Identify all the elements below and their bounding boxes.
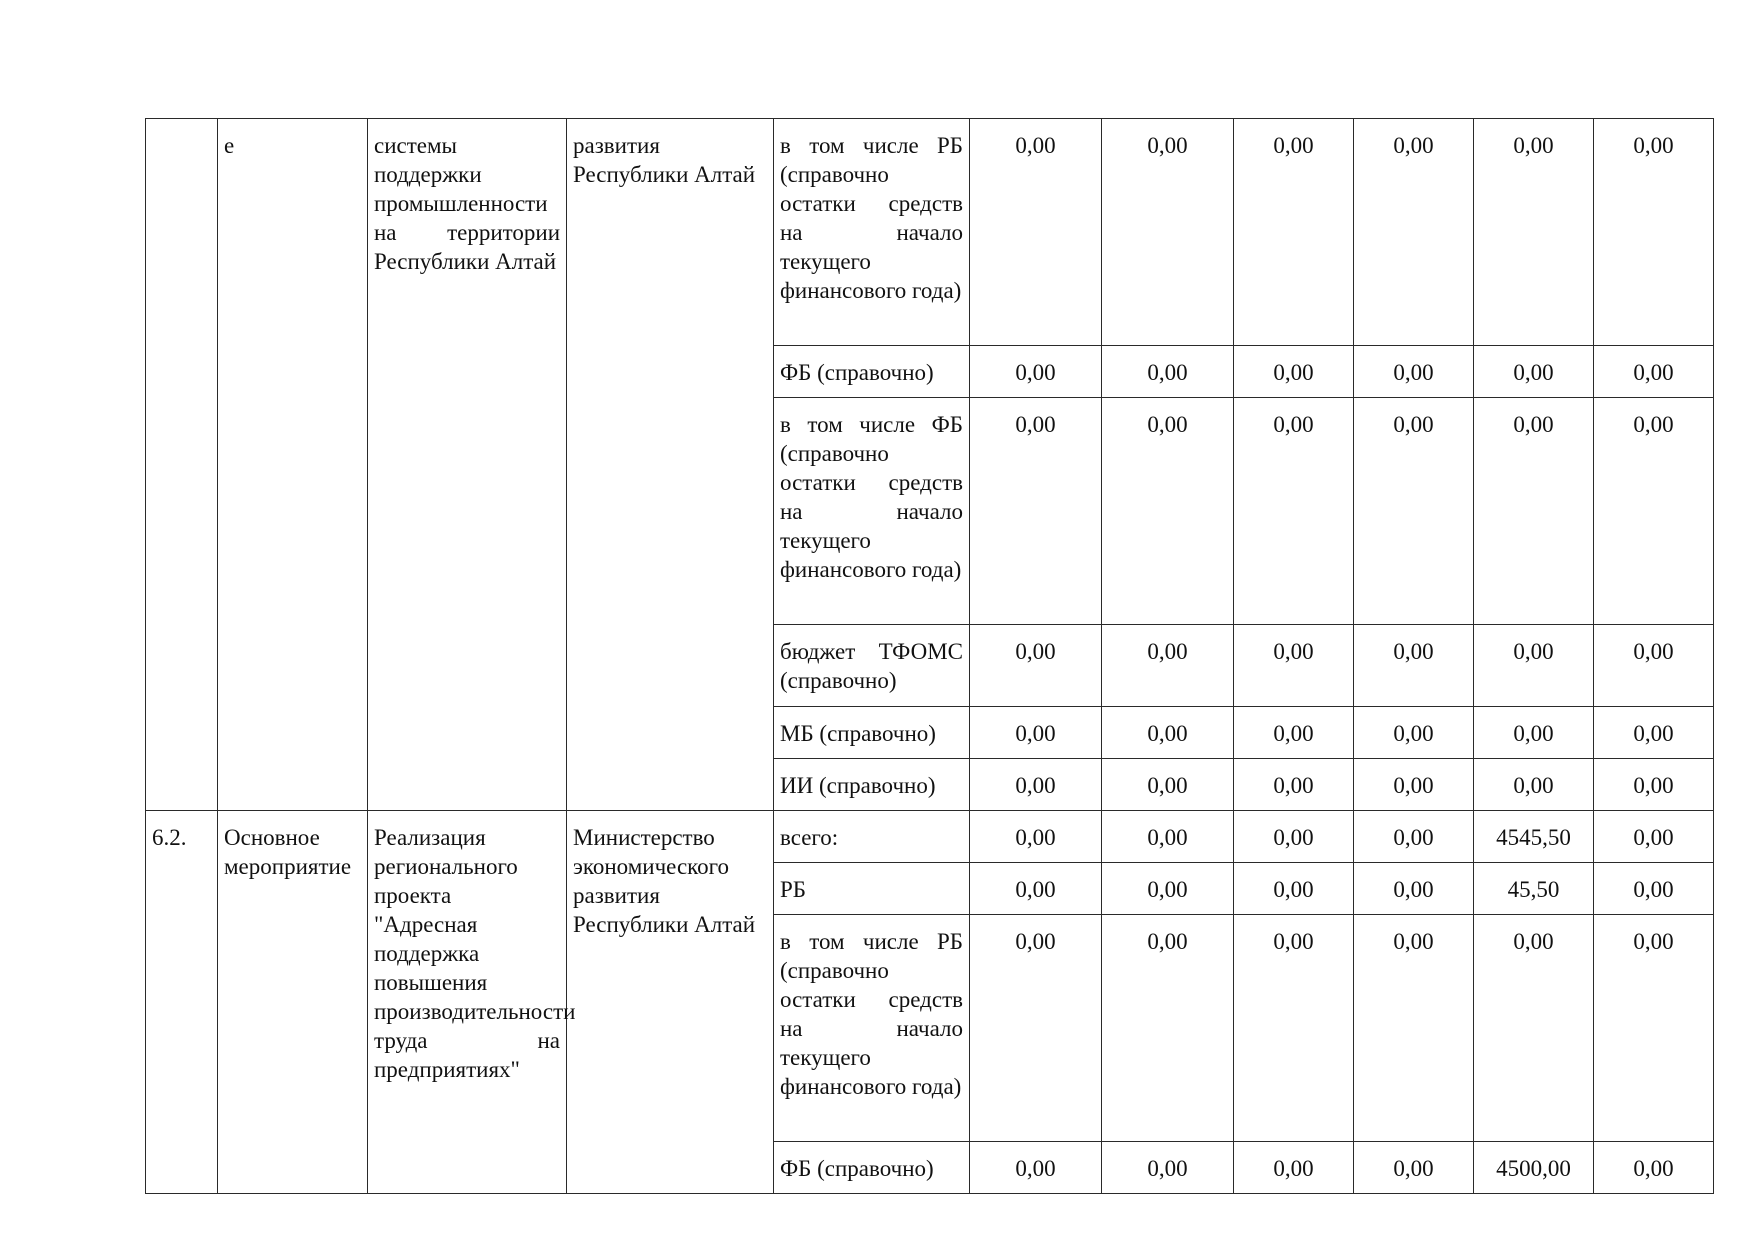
amount-cell: 0,00 <box>1102 759 1234 811</box>
funding-source-cell: бюджет ТФОМС (справочно) <box>774 625 970 707</box>
funding-source-cell: ФБ (справочно) <box>774 346 970 398</box>
amount-cell: 0,00 <box>970 915 1102 1142</box>
amount-cell: 0,00 <box>970 863 1102 915</box>
row-number-cell: 6.2. <box>146 811 218 1194</box>
funding-source-cell: ФБ (справочно) <box>774 1142 970 1194</box>
amount-cell: 45,50 <box>1474 863 1594 915</box>
amount-cell: 0,00 <box>1354 1142 1474 1194</box>
amount-cell: 0,00 <box>970 625 1102 707</box>
amount-cell: 0,00 <box>1354 915 1474 1142</box>
funding-source-cell: в том числе РБ (справочно остатки средств на начало текущего финансового года) <box>774 119 970 346</box>
executor-cell: развития Республики Алтай <box>567 119 774 811</box>
amount-cell: 0,00 <box>1594 811 1714 863</box>
funding-source-cell: в том числе ФБ (справочно остатки средств на начало текущего финансового года) <box>774 398 970 625</box>
amount-cell: 0,00 <box>1354 625 1474 707</box>
table-row <box>146 811 1714 863</box>
amount-cell: 0,00 <box>1102 346 1234 398</box>
amount-cell: 0,00 <box>1594 346 1714 398</box>
event-type-cell: Основное мероприятие <box>218 811 368 1194</box>
amount-cell: 0,00 <box>1102 625 1234 707</box>
amount-cell: 0,00 <box>1234 759 1354 811</box>
amount-cell: 0,00 <box>970 346 1102 398</box>
amount-cell: 0,00 <box>1594 759 1714 811</box>
amount-cell: 4500,00 <box>1474 1142 1594 1194</box>
financing-table <box>145 118 1714 1194</box>
funding-source-cell: в том числе РБ (справочно остатки средств на начало текущего финансового года) <box>774 915 970 1142</box>
amount-cell: 0,00 <box>1474 398 1594 625</box>
amount-cell: 0,00 <box>1594 398 1714 625</box>
amount-cell: 0,00 <box>1594 625 1714 707</box>
amount-cell: 0,00 <box>1234 119 1354 346</box>
amount-cell: 0,00 <box>970 707 1102 759</box>
amount-cell: 0,00 <box>1102 119 1234 346</box>
event-name-cell: системы поддержки промышленности на территории Республики Алтай <box>368 119 567 811</box>
amount-cell: 0,00 <box>1594 707 1714 759</box>
amount-cell: 0,00 <box>1354 707 1474 759</box>
row-number-cell <box>146 119 218 811</box>
funding-source-cell: всего: <box>774 811 970 863</box>
amount-cell: 0,00 <box>1354 346 1474 398</box>
amount-cell: 0,00 <box>1354 863 1474 915</box>
executor-cell: Министерство экономического развития Республики Алтай <box>567 811 774 1194</box>
amount-cell: 4545,50 <box>1474 811 1594 863</box>
amount-cell: 0,00 <box>1474 346 1594 398</box>
amount-cell: 0,00 <box>1102 915 1234 1142</box>
amount-cell: 0,00 <box>1594 863 1714 915</box>
amount-cell: 0,00 <box>970 119 1102 346</box>
amount-cell: 0,00 <box>1102 811 1234 863</box>
amount-cell: 0,00 <box>1234 625 1354 707</box>
amount-cell: 0,00 <box>1102 1142 1234 1194</box>
amount-cell: 0,00 <box>1102 398 1234 625</box>
amount-cell: 0,00 <box>970 398 1102 625</box>
amount-cell: 0,00 <box>1234 398 1354 625</box>
amount-cell: 0,00 <box>1474 707 1594 759</box>
amount-cell: 0,00 <box>1474 915 1594 1142</box>
amount-cell: 0,00 <box>1234 1142 1354 1194</box>
amount-cell: 0,00 <box>1594 1142 1714 1194</box>
amount-cell: 0,00 <box>1594 119 1714 346</box>
amount-cell: 0,00 <box>970 811 1102 863</box>
funding-source-cell: РБ <box>774 863 970 915</box>
amount-cell: 0,00 <box>1102 863 1234 915</box>
amount-cell: 0,00 <box>1354 759 1474 811</box>
amount-cell: 0,00 <box>1594 915 1714 1142</box>
amount-cell: 0,00 <box>1474 119 1594 346</box>
funding-source-cell: МБ (справочно) <box>774 707 970 759</box>
amount-cell: 0,00 <box>1234 915 1354 1142</box>
amount-cell: 0,00 <box>1102 707 1234 759</box>
amount-cell: 0,00 <box>970 1142 1102 1194</box>
table-body <box>146 119 1714 1194</box>
amount-cell: 0,00 <box>1354 119 1474 346</box>
amount-cell: 0,00 <box>1474 759 1594 811</box>
amount-cell: 0,00 <box>1354 811 1474 863</box>
amount-cell: 0,00 <box>1234 863 1354 915</box>
amount-cell: 0,00 <box>1354 398 1474 625</box>
amount-cell: 0,00 <box>970 759 1102 811</box>
amount-cell: 0,00 <box>1234 346 1354 398</box>
amount-cell: 0,00 <box>1474 625 1594 707</box>
event-name-cell: Реализация регионального проекта "Адресная поддержка повышения производительности труда на предприятиях" <box>368 811 567 1194</box>
funding-source-cell: ИИ (справочно) <box>774 759 970 811</box>
table-row <box>146 119 1714 346</box>
event-type-cell: е <box>218 119 368 811</box>
amount-cell: 0,00 <box>1234 811 1354 863</box>
amount-cell: 0,00 <box>1234 707 1354 759</box>
